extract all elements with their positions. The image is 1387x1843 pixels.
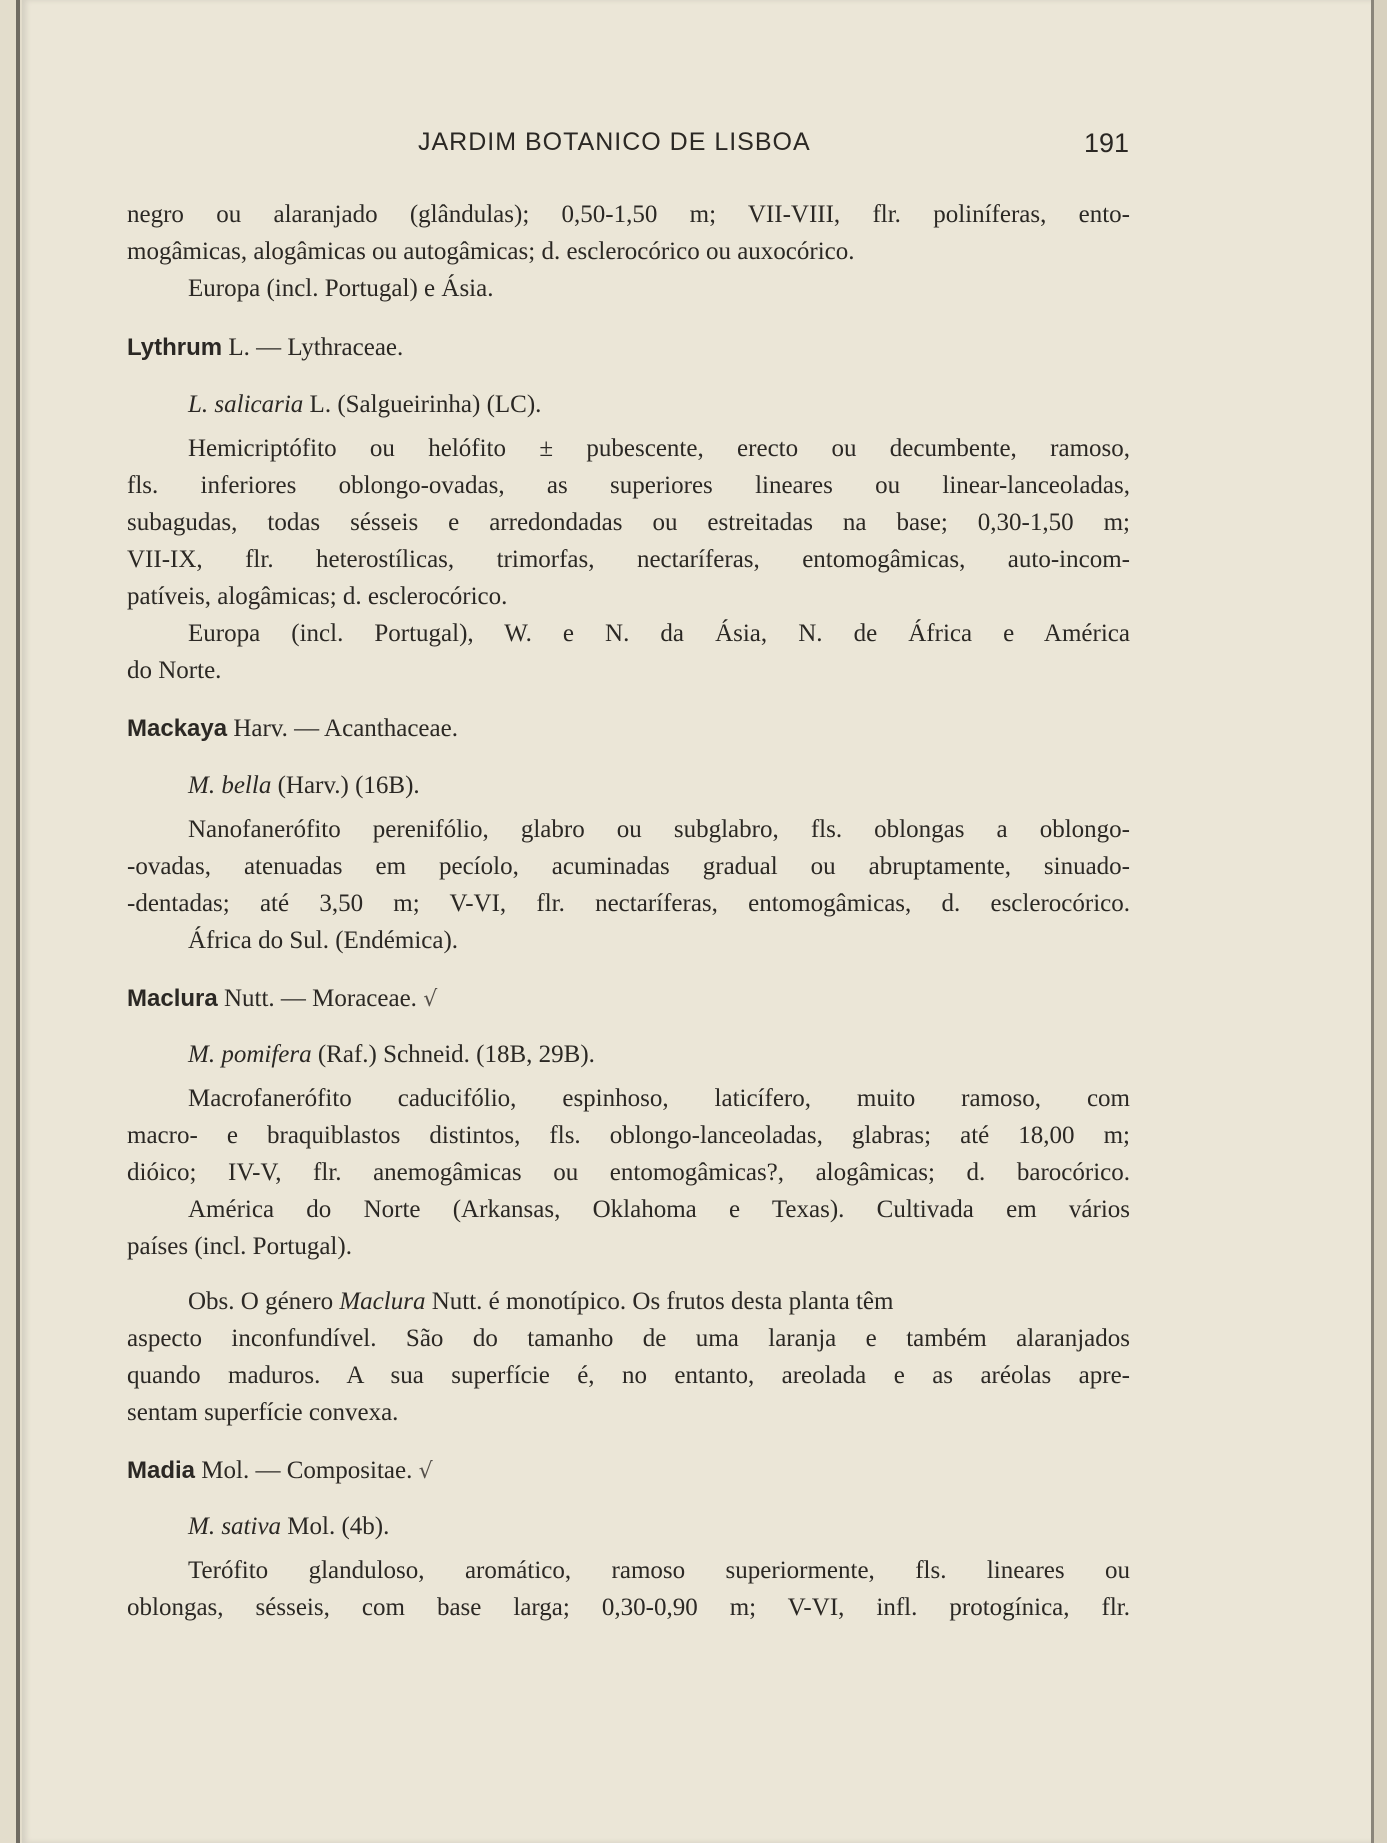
genus-authority: L. — Lythraceae. bbox=[228, 334, 404, 361]
page-number: 191 bbox=[1084, 128, 1130, 158]
obs-line bbox=[188, 1287, 893, 1317]
species-heading-salicaria bbox=[188, 390, 541, 420]
text-line: países (incl. Portugal). bbox=[127, 1233, 352, 1260]
text-line: África do Sul. (Endémica). bbox=[188, 927, 459, 954]
next-page-strip bbox=[1374, 0, 1387, 1843]
species-name: L. salicaria bbox=[188, 391, 304, 418]
species-authority: L. (Salgueirinha) (LC). bbox=[309, 391, 542, 418]
text-line: fls. inferiores oblongo-ovadas, as superiores lineares ou linear-lanceoladas, bbox=[127, 472, 1130, 499]
species-name: M. pomifera bbox=[188, 1041, 312, 1068]
text-line: quando maduros. A sua superfície é, no entanto, areolada e as aréolas apre- bbox=[127, 1362, 1130, 1389]
genus-heading-madia bbox=[127, 1456, 433, 1487]
species-authority: (Harv.) (16B). bbox=[277, 772, 420, 799]
text-line: Nanofanerófito perenifólio, glabro ou subglabro, fls. oblongas a oblongo- bbox=[188, 816, 1130, 843]
text-line: oblongas, sésseis, com base larga; 0,30-0,90 m; V-VI, infl. protogínica, flr. bbox=[127, 1594, 1130, 1621]
text-line: -ovadas, atenuadas em pecíolo, acuminadas gradual ou abruptamente, sinuado- bbox=[127, 853, 1130, 880]
obs-text: Obs. O género bbox=[188, 1288, 334, 1315]
genus-authority: Harv. — Acanthaceae. bbox=[233, 715, 458, 742]
text-line: negro ou alaranjado (glândulas); 0,50-1,50 m; VII-VIII, flr. poliníferas, ento- bbox=[127, 201, 1130, 228]
species-heading-pomifera bbox=[188, 1040, 595, 1070]
running-header: JARDIM BOTANICO DE LISBOA bbox=[418, 128, 811, 156]
obs-genus-name: Maclura bbox=[339, 1288, 426, 1315]
text-line: Europa (incl. Portugal), W. e N. da Ásia, N. de África e América bbox=[188, 620, 1130, 647]
species-heading-bella bbox=[188, 771, 420, 801]
checkmark-annotation: √ bbox=[423, 987, 438, 1012]
page-left-edge bbox=[16, 0, 20, 1843]
species-heading-sativa bbox=[188, 1512, 389, 1542]
text-line: Macrofanerófito caducifólio, espinhoso, laticífero, muito ramoso, com bbox=[188, 1085, 1130, 1112]
text-line: aspecto inconfundível. São do tamanho de uma laranja e também alaranjados bbox=[127, 1325, 1130, 1352]
text-line: macro- e braquiblastos distintos, fls. oblongo-lanceoladas, glabras; até 18,00 m; bbox=[127, 1122, 1130, 1149]
text-line: Europa (incl. Portugal) e Ásia. bbox=[188, 275, 494, 302]
obs-text: Nutt. é monotípico. Os frutos desta planta têm bbox=[431, 1288, 894, 1315]
checkmark-annotation: √ bbox=[418, 1459, 433, 1484]
genus-heading-mackaya bbox=[127, 714, 458, 744]
genus-heading-maclura bbox=[127, 984, 437, 1015]
species-name: M. sativa bbox=[188, 1513, 282, 1540]
genus-heading-lythrum bbox=[127, 333, 403, 363]
genus-name: Maclura bbox=[127, 985, 218, 1012]
genus-authority: Nutt. — Moraceae. bbox=[223, 985, 417, 1012]
genus-name: Lythrum bbox=[127, 334, 223, 361]
text-line: subagudas, todas sésseis e arredondadas ou estreitadas na base; 0,30-1,50 m; bbox=[127, 509, 1130, 536]
text-line: -dentadas; até 3,50 m; V-VI, flr. nectaríferas, entomogâmicas, d. esclerocórico. bbox=[127, 890, 1130, 917]
genus-name: Madia bbox=[127, 1457, 196, 1484]
species-name: M. bella bbox=[188, 772, 272, 799]
genus-name: Mackaya bbox=[127, 715, 228, 742]
text-line: Terófito glanduloso, aromático, ramoso superiormente, fls. lineares ou bbox=[188, 1557, 1130, 1584]
text-line: do Norte. bbox=[127, 657, 222, 684]
text-line: patíveis, alogâmicas; d. esclerocórico. bbox=[127, 583, 508, 610]
text-line: VII-IX, flr. heterostílicas, trimorfas, nectaríferas, entomogâmicas, auto-incom- bbox=[127, 546, 1130, 573]
species-authority: Mol. (4b). bbox=[287, 1513, 390, 1540]
text-line: Hemicriptófito ou helófito ± pubescente, erecto ou decumbente, ramoso, bbox=[188, 435, 1130, 462]
text-line: sentam superfície convexa. bbox=[127, 1399, 399, 1426]
text-line: dióico; IV-V, flr. anemogâmicas ou entomogâmicas?, alogâmicas; d. barocórico. bbox=[127, 1159, 1130, 1186]
text-line: mogâmicas, alogâmicas ou autogâmicas; d. esclerocórico ou auxocórico. bbox=[127, 238, 855, 265]
species-authority: (Raf.) Schneid. (18B, 29B). bbox=[317, 1041, 595, 1068]
text-line: América do Norte (Arkansas, Oklahoma e Texas). Cultivada em vários bbox=[188, 1196, 1130, 1223]
genus-authority: Mol. — Compositae. bbox=[201, 1457, 413, 1484]
